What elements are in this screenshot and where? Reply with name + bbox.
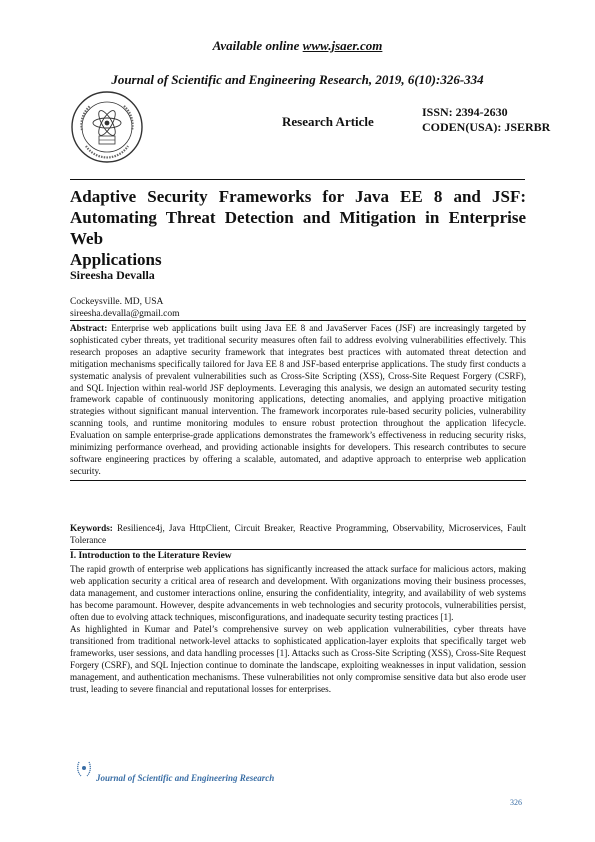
paper-title-line-1: Adaptive Security Frameworks for Java EE 8 and JSF: [70,187,526,206]
body-paragraph: The rapid growth of enterprise web applications has significantly increased the attack surface for malicious actors, making web application security a critical area of research and development. With organizations moving their business processes, data management, and customer interactions online, ensuring the confidentiality, integrity, and availability of web systems has become paramount. However, despite advancements in web technologies and security protocols, vulnerabilities persist, often due to evolving attack techniques, misconfigurations, and inadequate security testing practices [1]. [70,564,526,623]
article-type-label: Research Article [282,114,374,129]
author-location: Cockeysville. MD, USA [70,297,164,307]
section-body [70,563,526,696]
paper-title-line-2: Automating Threat Detection and Mitigation in Enterprise Web [70,208,526,248]
author-email[interactable]: sireesha.devalla@gmail.com [70,309,180,319]
journal-citation [0,72,595,88]
journal-website-link[interactable]: www.jsaer.com [302,38,383,53]
journal-identifiers [422,105,550,135]
abstract-text: Enterprise web applications built using Java EE 8 and JavaServer Faces (JSF) are increasingly targeted by sophisticated cyber threats, yet traditional security measures often fail to address evolving vulnerabilities effectively. This research proposes an adaptive security framework that integrates best practices with automated threat detection and mitigation mechanisms specifically tailored for Java EE 8 and JSF-based enterprise applications. The study first conducts a systematic analysis of prevalent vulnerabilities such as Cross-Site Scripting (XSS), Cross-Site Request Forgery (CSRF), and SQL Injection within real-world JSF deployments. Leveraging this analysis, we design an automated security testing framework capable of continuously monitoring applications, detecting anomalies, and applying proactive mitigation strategies without significant manual intervention. The framework incorporates rule-based security policies, vulnerability scanning tools, and runtime monitoring modules to ensure robust protection throughout the application lifecycle. Evaluation on sample enterprise-grade applications demonstrates the framework’s effectiveness in reducing security risks, minimizing performance overhead, and providing actionable insights for developers. This research contributes to secure software engineering practices by offering a scalable, automated, and adaptive approach to enterprise web application security. [70,323,526,476]
paper-title-line-3: Applications [70,250,162,269]
keywords-section [70,523,526,547]
page-number: 326 [510,798,522,807]
available-online-line [0,38,595,54]
journal-citation-volume: , 2019, 6(10):326-334 [368,72,484,87]
footer-journal-logo-icon [76,760,92,778]
keywords-label: Keywords: [70,523,113,533]
journal-logo-icon [70,90,144,164]
issn-label: ISSN: 2394-2630 [422,105,508,119]
keywords-text: Resilience4j, Java HttpClient, Circuit Breaker, Reactive Programming, Observability, Microservices, Fault Tolerance [70,523,526,545]
section-heading: I. Introduction to the Literature Review [70,549,526,561]
available-online-prefix: Available online [212,38,303,53]
footer-journal-name: Journal of Scientific and Engineering Research [96,773,275,783]
author-affiliation [70,296,180,320]
author-name: Sireesha Devalla [70,268,155,282]
abstract-paragraph [70,323,526,478]
coden-label: CODEN(USA): JSERBR [422,120,551,134]
header-divider [70,179,525,180]
abstract-label: Abstract: [70,323,108,333]
journal-citation-name: Journal of Scientific and Engineering Research [111,72,369,87]
body-paragraph: As highlighted in Kumar and Patel’s comprehensive survey on web application vulnerabilities, cyber threats have transitioned from traditional network-level attacks to sophisticated application-layer exploits that specifically target web frameworks, user sessions, and data handling processes [1]. Attacks such as Cross-Site Scripting (XSS), Cross-Site Request Forgery (CSRF), and SQL Injection continue to dominate the landscape, exploiting weaknesses in input validation, session management, and authentication mechanisms. These vulnerabilities not only compromise sensitive data but also erode user trust, leading to severe financial and reputational losses for enterprises. [70,624,526,695]
abstract-section [70,320,526,481]
paper-title [70,186,526,270]
